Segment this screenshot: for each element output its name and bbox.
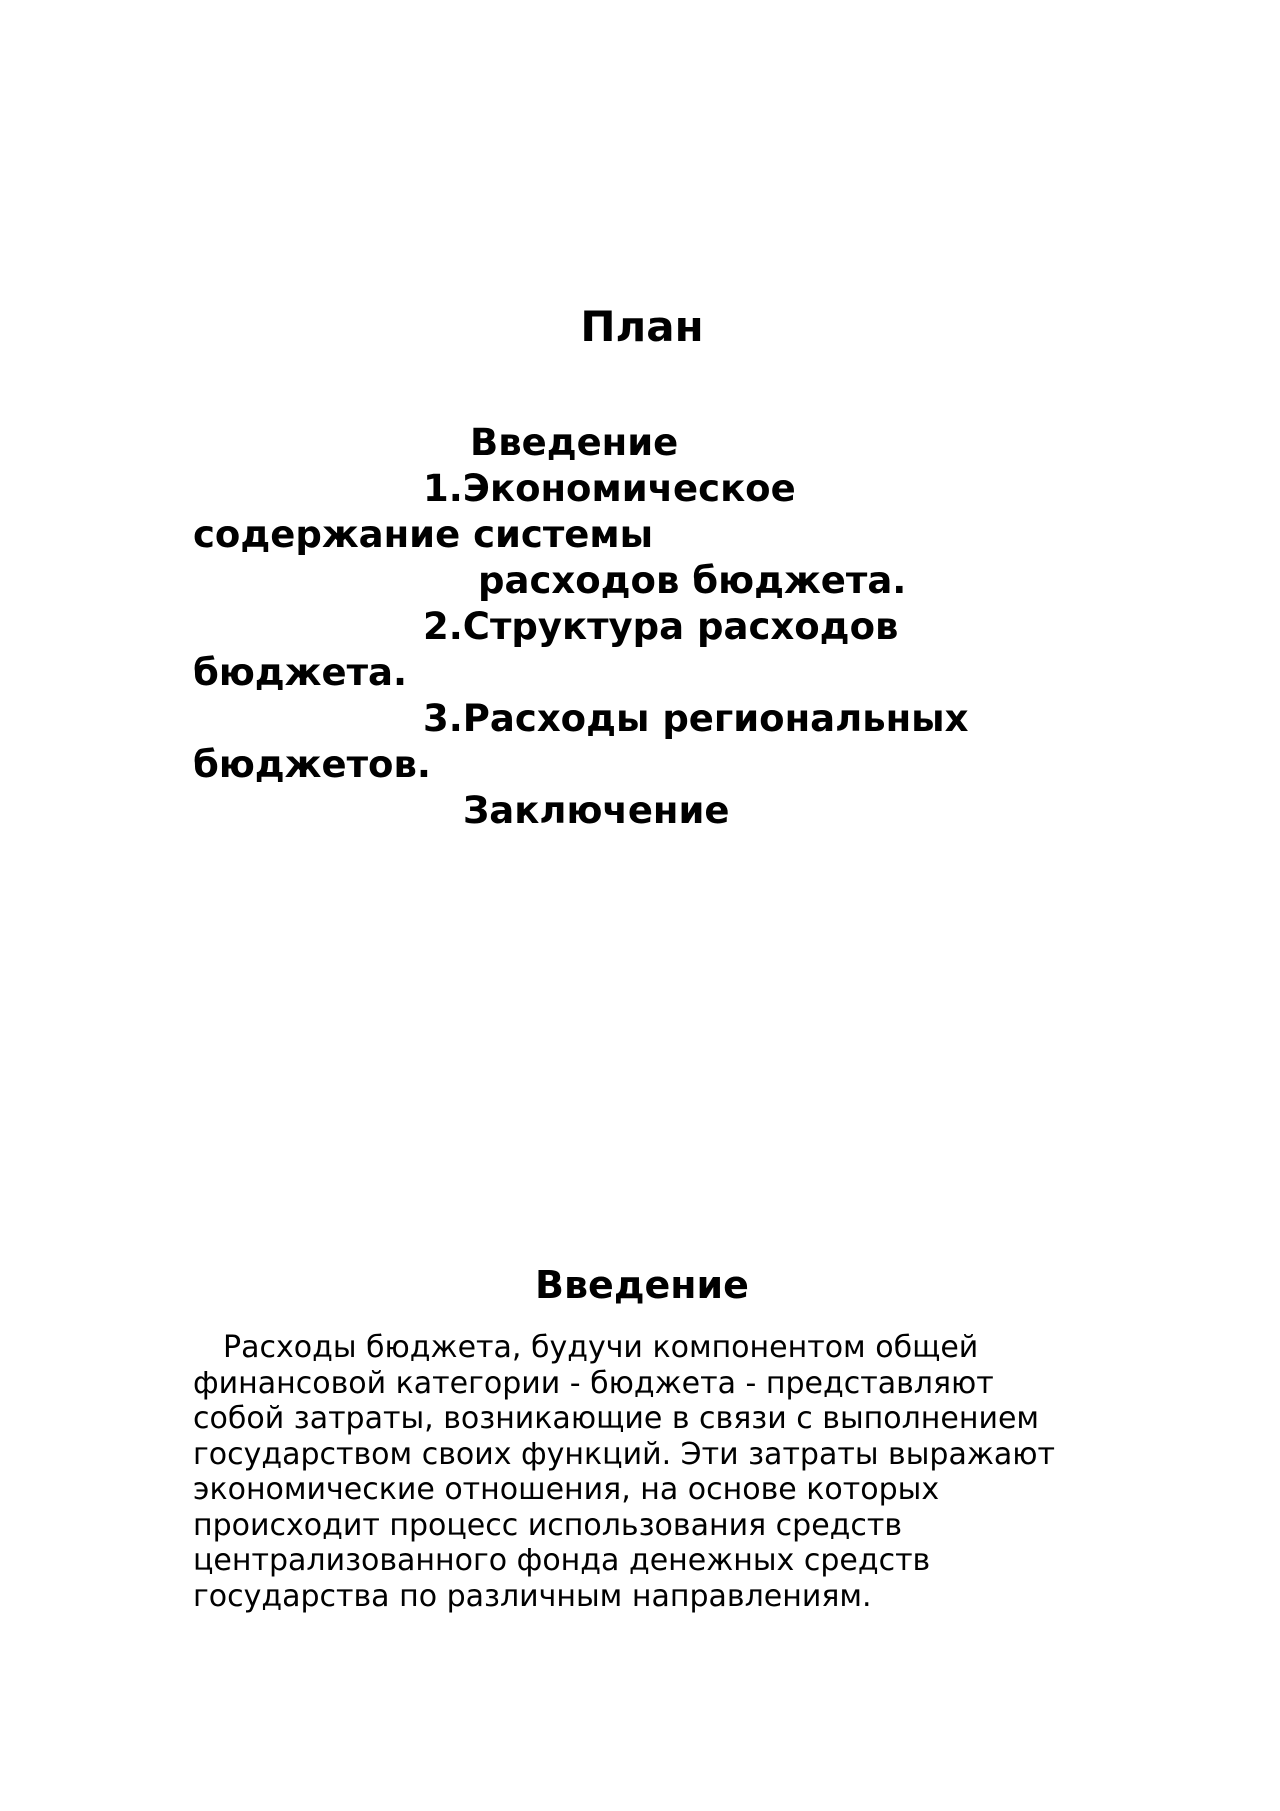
toc-item-2-line-1: 2.Структура расходов	[423, 605, 899, 648]
paragraph-line: экономические отношения, на основе которых	[193, 1472, 940, 1507]
toc-item-1-line-2: содержание системы	[193, 513, 654, 556]
toc-item-1-line-3: расходов бюджета.	[478, 559, 907, 602]
toc-item-3-line-2: бюджетов.	[193, 743, 431, 786]
plan-title: План	[580, 302, 704, 351]
toc-introduction: Введение	[470, 421, 679, 464]
plan-contents	[193, 420, 1013, 834]
paragraph-line: финансовой категории - бюджета - представляют	[193, 1365, 994, 1401]
toc-item-1-line-1: 1.Экономическое	[423, 467, 796, 510]
introduction-paragraph	[193, 1330, 1093, 1614]
toc-conclusion: Заключение	[463, 789, 730, 832]
paragraph-line: государства по различным направлениям.	[193, 1578, 872, 1614]
paragraph-line: собой затраты, возникающие в связи с выполнением	[193, 1401, 1040, 1436]
paragraph-line: государством своих функций. Эти затраты выражают	[193, 1436, 1055, 1472]
paragraph-line: происходит процесс использования средств	[193, 1507, 903, 1543]
paragraph-line: Расходы бюджета, будучи компонентом общей	[223, 1330, 979, 1365]
introduction-heading: Введение	[535, 1263, 749, 1307]
paragraph-line: централизованного фонда денежных средств	[193, 1543, 931, 1578]
toc-item-3-line-1: 3.Расходы региональных	[423, 697, 969, 740]
toc-item-2-line-2: бюджета.	[193, 651, 408, 694]
